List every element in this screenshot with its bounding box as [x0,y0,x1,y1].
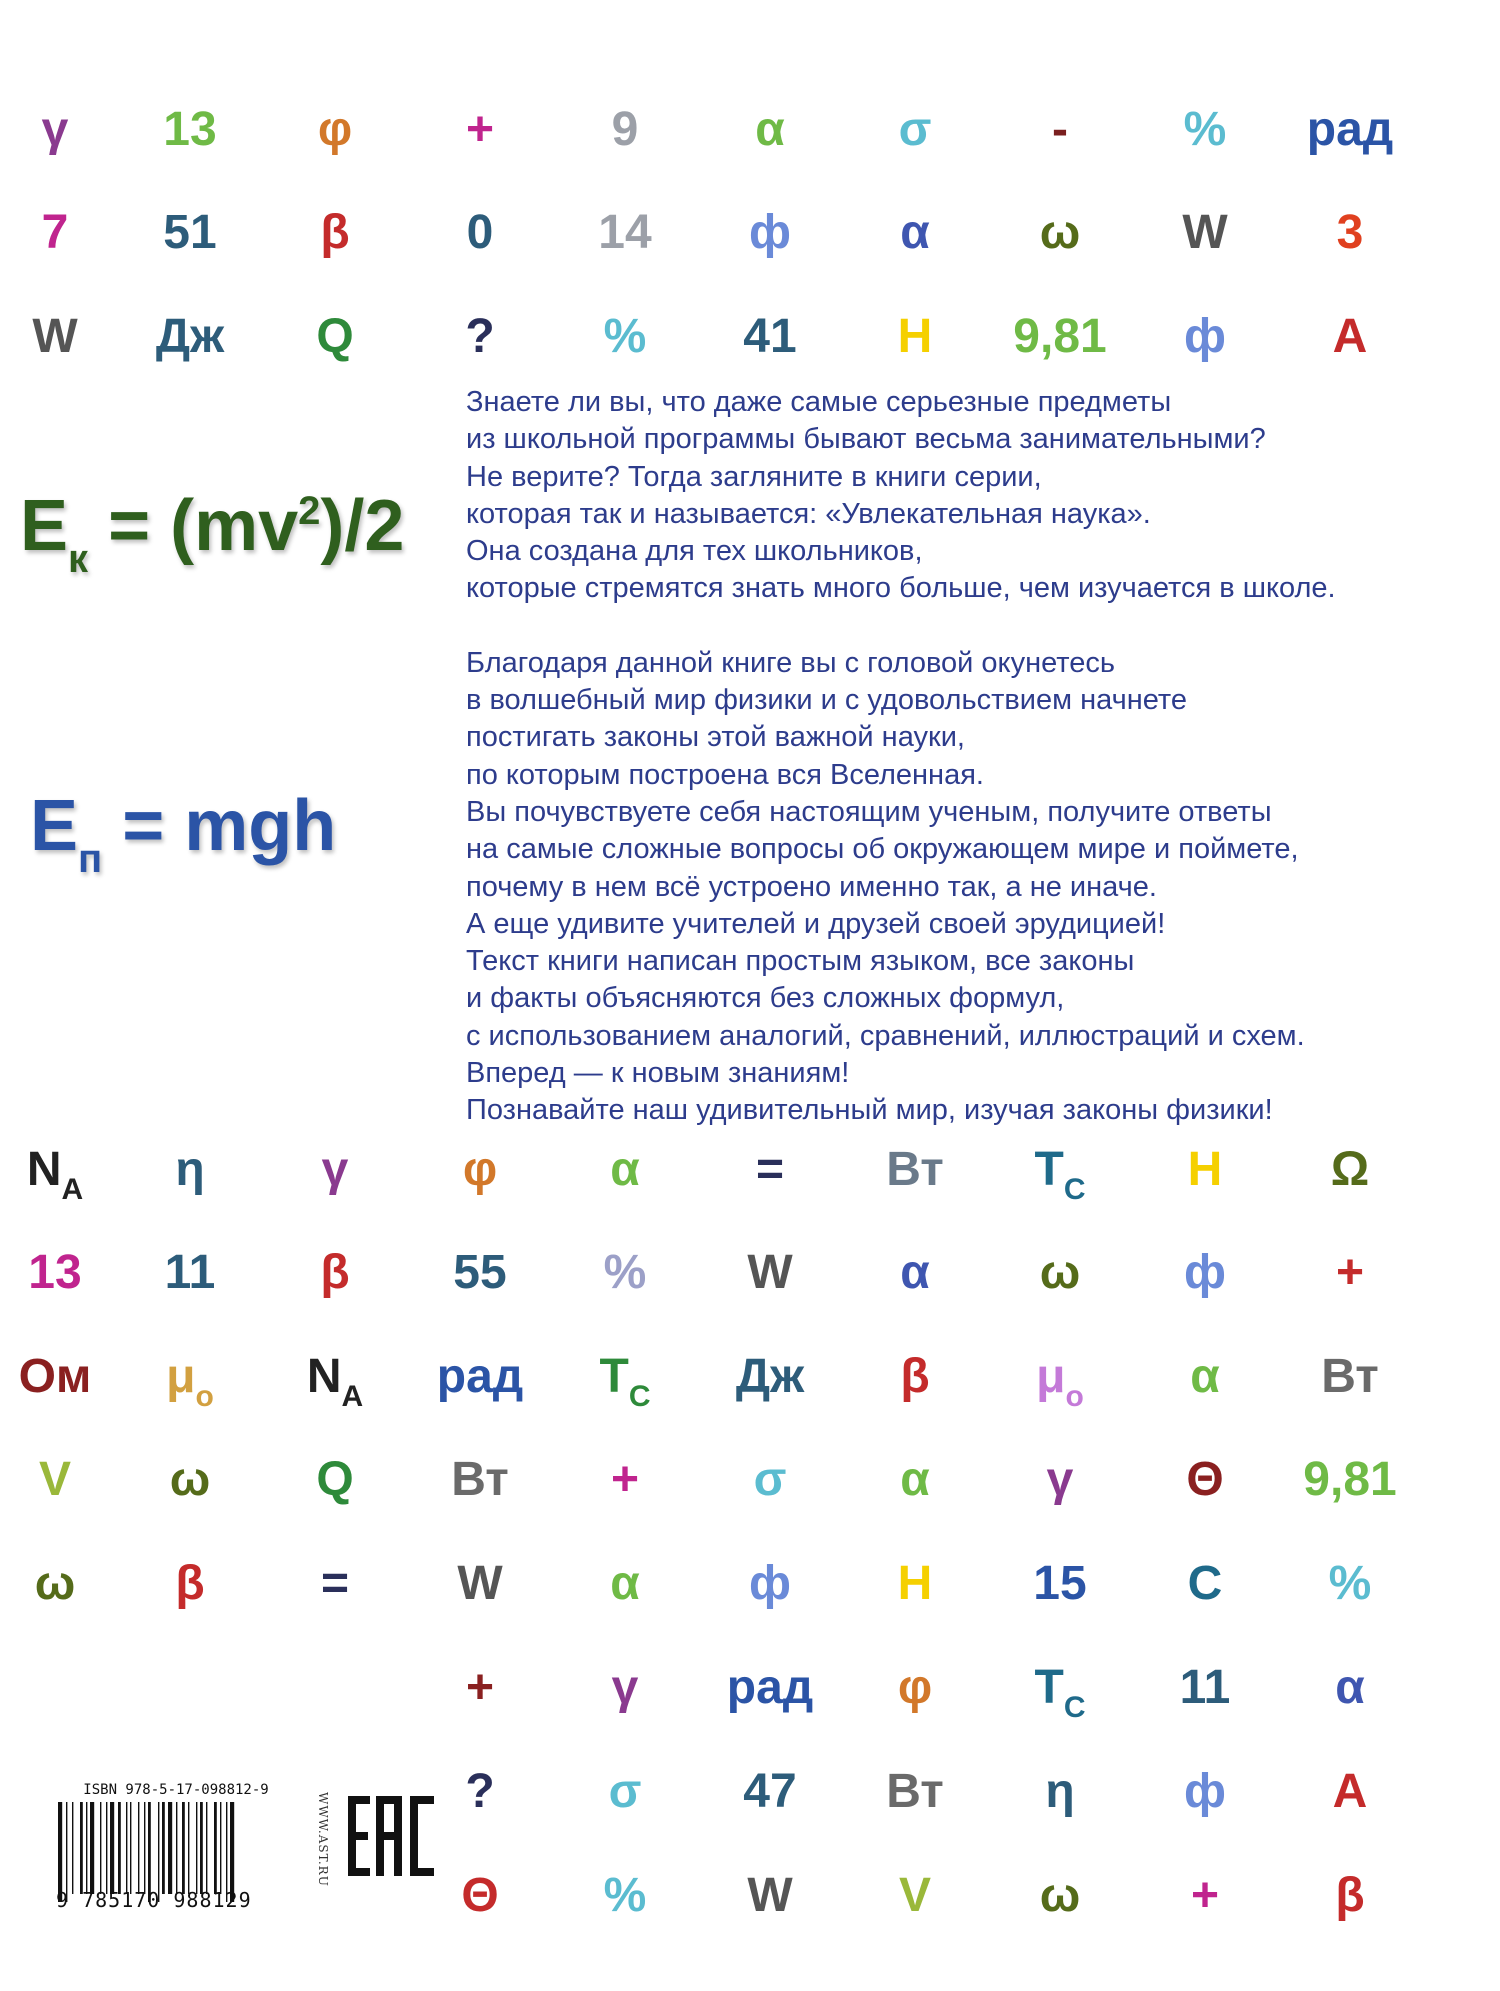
barcode-bar [226,1802,227,1902]
symbol-glyph: ф [1184,310,1226,363]
isbn-barcode-block [56,1782,296,1912]
description-line: в волшебный мир физики и с удовольствием начнете [466,684,1187,717]
barcode-image [56,1802,296,1902]
barcode-bar [182,1802,185,1894]
symbol-glyph: + [1335,1246,1365,1299]
symbol-glyph: + [610,1453,640,1506]
barcode-bar [148,1802,151,1902]
symbol-glyph: + [465,1661,495,1714]
barcode-bar [230,1802,234,1902]
symbol-glyph: σ [753,1453,787,1506]
barcode-bar [58,1802,62,1902]
symbol-glyph: А [1332,310,1368,363]
barcode-bar [106,1802,107,1894]
symbol-glyph: 51 [163,206,217,259]
symbol-glyph: ф [1184,1765,1226,1818]
barcode-bar [100,1802,101,1894]
symbol-glyph: V [898,1869,932,1922]
symbol-glyph: σ [608,1765,642,1818]
barcode-bar [110,1802,114,1894]
symbol-glyph: $T_C$ [1034,1143,1086,1206]
symbol-glyph: % [603,1246,647,1299]
symbol-glyph: α [610,1557,640,1610]
symbol-glyph: Н [897,1557,933,1610]
symbol-glyph: 47 [743,1765,797,1818]
barcode-bar [118,1802,121,1894]
barcode-bar [188,1802,189,1894]
book-description [466,384,1366,1167]
symbol-glyph: Дж [155,310,225,363]
symbol-glyph: Н [897,310,933,363]
description-line: Благодаря данной книге вы с головой окунетесь [466,646,1115,679]
symbol-glyph: ω [1039,1869,1081,1922]
symbol-glyph: α [1335,1661,1365,1714]
symbol-glyph: α [755,103,785,156]
isbn-digits: 9 785170 988129 [56,1888,252,1912]
symbol-glyph: Вт [1321,1350,1379,1403]
symbol-glyph: 13 [28,1246,82,1299]
symbol-glyph: $T_C$ [599,1350,651,1413]
description-line: по которым построена вся Вселенная. [466,758,984,791]
description-line: Вы почувствуете себя настоящим ученым, получите ответы [466,795,1272,828]
symbol-glyph: W [457,1557,503,1610]
description-line: и факты объясняются без сложных формул, [466,982,1065,1015]
kinetic-energy-formula: $E_к = (mv^2)/2$ [20,486,405,581]
symbol-glyph: Q [316,1453,354,1506]
symbol-glyph: ф [749,1557,791,1610]
barcode-bar [80,1802,83,1894]
description-paragraph-2 [466,645,1366,1130]
symbol-glyph: % [1183,103,1227,156]
eac-mark-icon [346,1794,436,1878]
barcode-bar [130,1802,131,1894]
symbol-glyph: η [175,1143,205,1196]
description-line: из школьной программы бывают весьма занимательными? [466,423,1266,456]
description-line: Не верите? Тогда загляните в книги серии, [466,460,1042,493]
symbol-glyph: ? [465,310,495,363]
barcode-bar [196,1802,197,1894]
isbn-label: ISBN 978-5-17-098812-9 [83,1782,269,1798]
symbol-glyph: = [320,1557,350,1610]
symbol-glyph: + [465,103,495,156]
symbol-glyph: Q [316,310,354,363]
barcode-bar [220,1802,221,1894]
symbol-glyph: рад [726,1661,814,1714]
symbol-glyph: γ [611,1661,639,1714]
barcode-bar [126,1802,127,1894]
symbol-glyph: β [320,1246,350,1299]
symbol-glyph: Θ [1186,1453,1224,1506]
symbol-glyph: = [755,1143,785,1196]
symbol-glyph: β [320,206,350,259]
symbol-glyph: Вт [886,1143,944,1196]
symbol-glyph: 41 [743,310,797,363]
description-line: которые стремятся знать много больше, чем изучается в школе. [466,572,1336,605]
symbol-glyph: ? [465,1765,495,1818]
symbol-glyph: $T_C$ [1034,1661,1086,1724]
symbol-glyph: α [900,1453,930,1506]
symbol-glyph: Θ [461,1869,499,1922]
symbol-glyph: β [900,1350,930,1403]
symbol-glyph: Ω [1330,1143,1370,1196]
barcode-bar [168,1802,172,1894]
symbol-glyph: $\mu_o$ [1036,1350,1084,1413]
potential-energy-formula: $E_п$ = mgh [30,786,337,881]
barcode-bar [72,1802,73,1894]
symbol-glyph: 13 [163,103,217,156]
symbol-glyph: 3 [1336,206,1364,259]
symbol-glyph: W [1182,206,1228,259]
symbol-glyph: ф [1184,1246,1226,1299]
barcode-bar [144,1802,145,1894]
symbol-glyph: $N_A$ [26,1143,84,1206]
barcode-bar [138,1802,139,1894]
description-paragraph-1 [466,384,1366,608]
description-line: которая так и называется: «Увлекательная наука». [466,497,1151,530]
symbol-glyph: W [747,1869,793,1922]
symbol-glyph: % [1328,1557,1372,1610]
symbol-glyph: γ [321,1143,349,1196]
symbol-glyph: Вт [886,1765,944,1818]
symbol-glyph: α [900,206,930,259]
description-line: Она создана для тех школьников, [466,535,923,568]
description-line: А еще удивите учителей и друзей своей эрудицией! [466,907,1166,940]
symbol-glyph: σ [898,103,932,156]
symbol-glyph: Вт [451,1453,509,1506]
symbol-glyph: 9,81 [1013,310,1107,363]
symbol-glyph: γ [41,103,69,156]
barcode-bar [162,1802,165,1894]
symbol-glyph: 7 [41,206,69,259]
barcode-bar [66,1802,67,1902]
symbol-glyph: ω [169,1453,211,1506]
symbol-glyph: 0 [466,206,494,259]
description-line: Вперед — к новым знаниям! [466,1057,850,1090]
symbol-glyph: 11 [1179,1661,1231,1714]
symbol-glyph: γ [1046,1453,1074,1506]
symbol-glyph: рад [1306,103,1394,156]
symbol-glyph: Ом [18,1350,92,1403]
description-line: с использованием аналогий, сравнений, иллюстраций и схем. [466,1019,1305,1052]
description-line: Текст книги написан простым языком, все законы [466,945,1135,978]
description-line: постигать законы этой важной науки, [466,721,965,754]
barcode-bar [200,1802,203,1894]
symbol-glyph: $\mu_o$ [166,1350,214,1413]
symbol-glyph: α [900,1246,930,1299]
symbol-glyph: 14 [598,206,652,259]
symbol-glyph: $N_A$ [306,1350,364,1413]
description-line: почему в нем всё устроено именно так, а не иначе. [466,870,1157,903]
description-line: на самые сложные вопросы об окружающем мире и поймете, [466,833,1299,866]
symbol-glyph: А [1332,1765,1368,1818]
barcode-bar [176,1802,177,1894]
barcode-bar [158,1802,159,1902]
symbol-glyph: φ [897,1661,933,1714]
symbol-glyph: α [1190,1350,1220,1403]
symbol-glyph: φ [462,1143,498,1196]
symbol-glyph: φ [317,103,353,156]
symbol-glyph: % [603,310,647,363]
symbol-glyph: 9,81 [1303,1453,1397,1506]
symbol-glyph: η [1045,1765,1075,1818]
symbol-glyph: 9 [611,103,639,156]
symbol-glyph: + [1190,1869,1220,1922]
symbol-glyph: 55 [453,1246,507,1299]
symbol-glyph: % [603,1869,647,1922]
symbol-glyph: ω [34,1557,76,1610]
symbol-glyph: рад [436,1350,524,1403]
symbol-glyph: С [1187,1557,1223,1610]
symbol-glyph: α [610,1143,640,1196]
barcode-bar [90,1802,94,1894]
symbol-glyph: - [1052,103,1068,156]
symbol-glyph: 15 [1033,1557,1087,1610]
symbol-glyph: Н [1187,1143,1223,1196]
symbol-glyph: W [32,310,78,363]
symbol-glyph: ф [749,206,791,259]
barcode-bar [86,1802,87,1894]
symbol-glyph: Дж [735,1350,805,1403]
symbol-glyph: ω [1039,206,1081,259]
symbol-glyph: 11 [164,1246,216,1299]
symbol-glyph: W [747,1246,793,1299]
symbol-glyph: β [175,1557,205,1610]
symbol-glyph: β [1335,1869,1365,1922]
website-label: WWW.AST.RU [316,1792,330,1887]
barcode-bar [206,1802,207,1894]
barcode-bar [214,1802,217,1894]
description-line: Знаете ли вы, что даже самые серьезные предметы [466,386,1172,418]
symbol-glyph: V [38,1453,72,1506]
description-line: Познавайте наш удивительный мир, изучая законы физики! [466,1094,1273,1127]
symbol-glyph: ω [1039,1246,1081,1299]
